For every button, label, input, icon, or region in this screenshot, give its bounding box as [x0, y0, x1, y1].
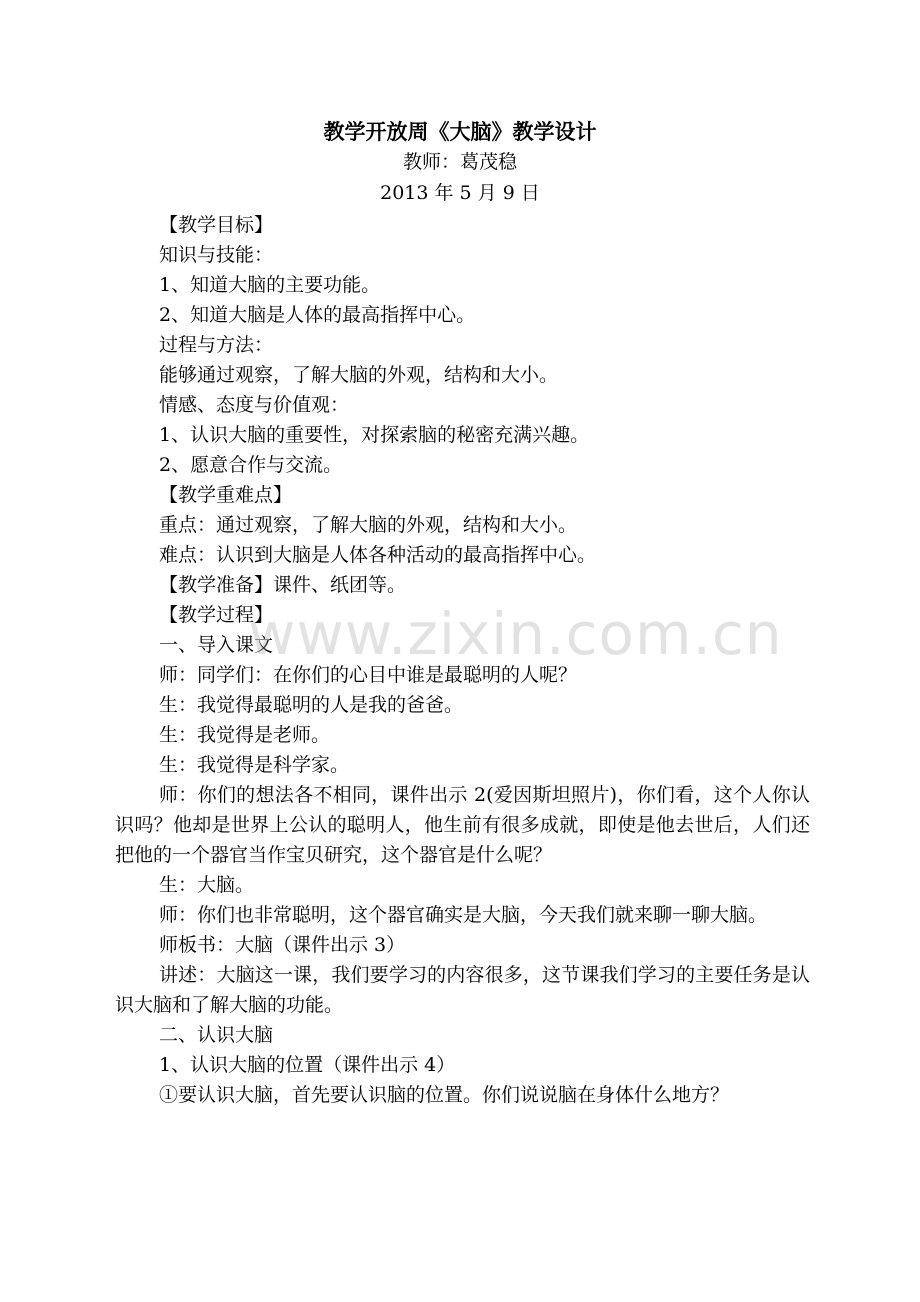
- watermark: www.zixin.com.cn: [248, 600, 783, 668]
- body-line: 生：我觉得是科学家。: [159, 754, 350, 776]
- body-line: 过程与方法：: [159, 334, 274, 356]
- body-line: 重点：通过观察，了解大脑的外观，结构和大小。: [159, 514, 578, 536]
- date-line: 2013 年 5 月 9 日: [380, 182, 540, 204]
- body-line: 生：我觉得是老师。: [159, 724, 331, 746]
- body-line: 情感、态度与价值观：: [159, 394, 350, 416]
- body-line: 【教学重难点】: [159, 484, 293, 506]
- body-line: 能够通过观察，了解大脑的外观，结构和大小。: [159, 364, 559, 386]
- body-paragraph: 师：你们也非常聪明，这个器官确实是大脑，今天我们就来聊一聊大脑。: [159, 904, 768, 926]
- body-line: 1、认识大脑的位置（课件出示 4）: [159, 1054, 456, 1076]
- body-line: 生：大脑。: [159, 874, 255, 896]
- body-paragraph: 师：你们的想法各不相同，课件出示 2(爱因斯坦照片)，你们看，这个人你认识吗？他却是世界上公认的聪明人，他生前有很多成就，即使是他去世后，人们还把他的一个器官当作宝贝研究，这个器官是什么呢？: [115, 784, 810, 866]
- body-line: 师：同学们：在你们的心目中谁是最聪明的人呢？: [159, 664, 578, 686]
- body-line: 二、认识大脑: [159, 1024, 274, 1046]
- body-line: 2、愿意合作与交流。: [159, 454, 343, 476]
- body-line: 1、知道大脑的主要功能。: [159, 274, 381, 296]
- body-paragraph: 讲述：大脑这一课，我们要学习的内容很多，这节课我们学习的主要任务是认识大脑和了解大脑的功能。: [115, 964, 810, 1016]
- body-line: 【教学准备】课件、纸团等。: [159, 574, 407, 596]
- body-line: 难点：认识到大脑是人体各种活动的最高指挥中心。: [159, 544, 597, 566]
- body-line: 2、知道大脑是人体的最高指挥中心。: [159, 304, 476, 326]
- body-line: 【教学过程】: [159, 604, 274, 626]
- document-title: 教学开放周《大脑》教学设计: [323, 120, 597, 144]
- body-line: 生：我觉得最聪明的人是我的爸爸。: [159, 694, 464, 716]
- body-line: 知识与技能：: [159, 244, 274, 266]
- body-line: ①要认识大脑，首先要认识脑的位置。你们说说脑在身体什么地方？: [159, 1084, 730, 1106]
- body-line: 师板书：大脑（课件出示 3）: [159, 934, 406, 956]
- body-line: 1、认识大脑的重要性，对探索脑的秘密充满兴趣。: [159, 424, 590, 446]
- body-line: 【教学目标】: [159, 214, 274, 236]
- body-line: 一、导入课文: [159, 634, 274, 656]
- teacher-line: 教师：葛茂稳: [402, 151, 517, 173]
- document-body: [115, 210, 810, 1110]
